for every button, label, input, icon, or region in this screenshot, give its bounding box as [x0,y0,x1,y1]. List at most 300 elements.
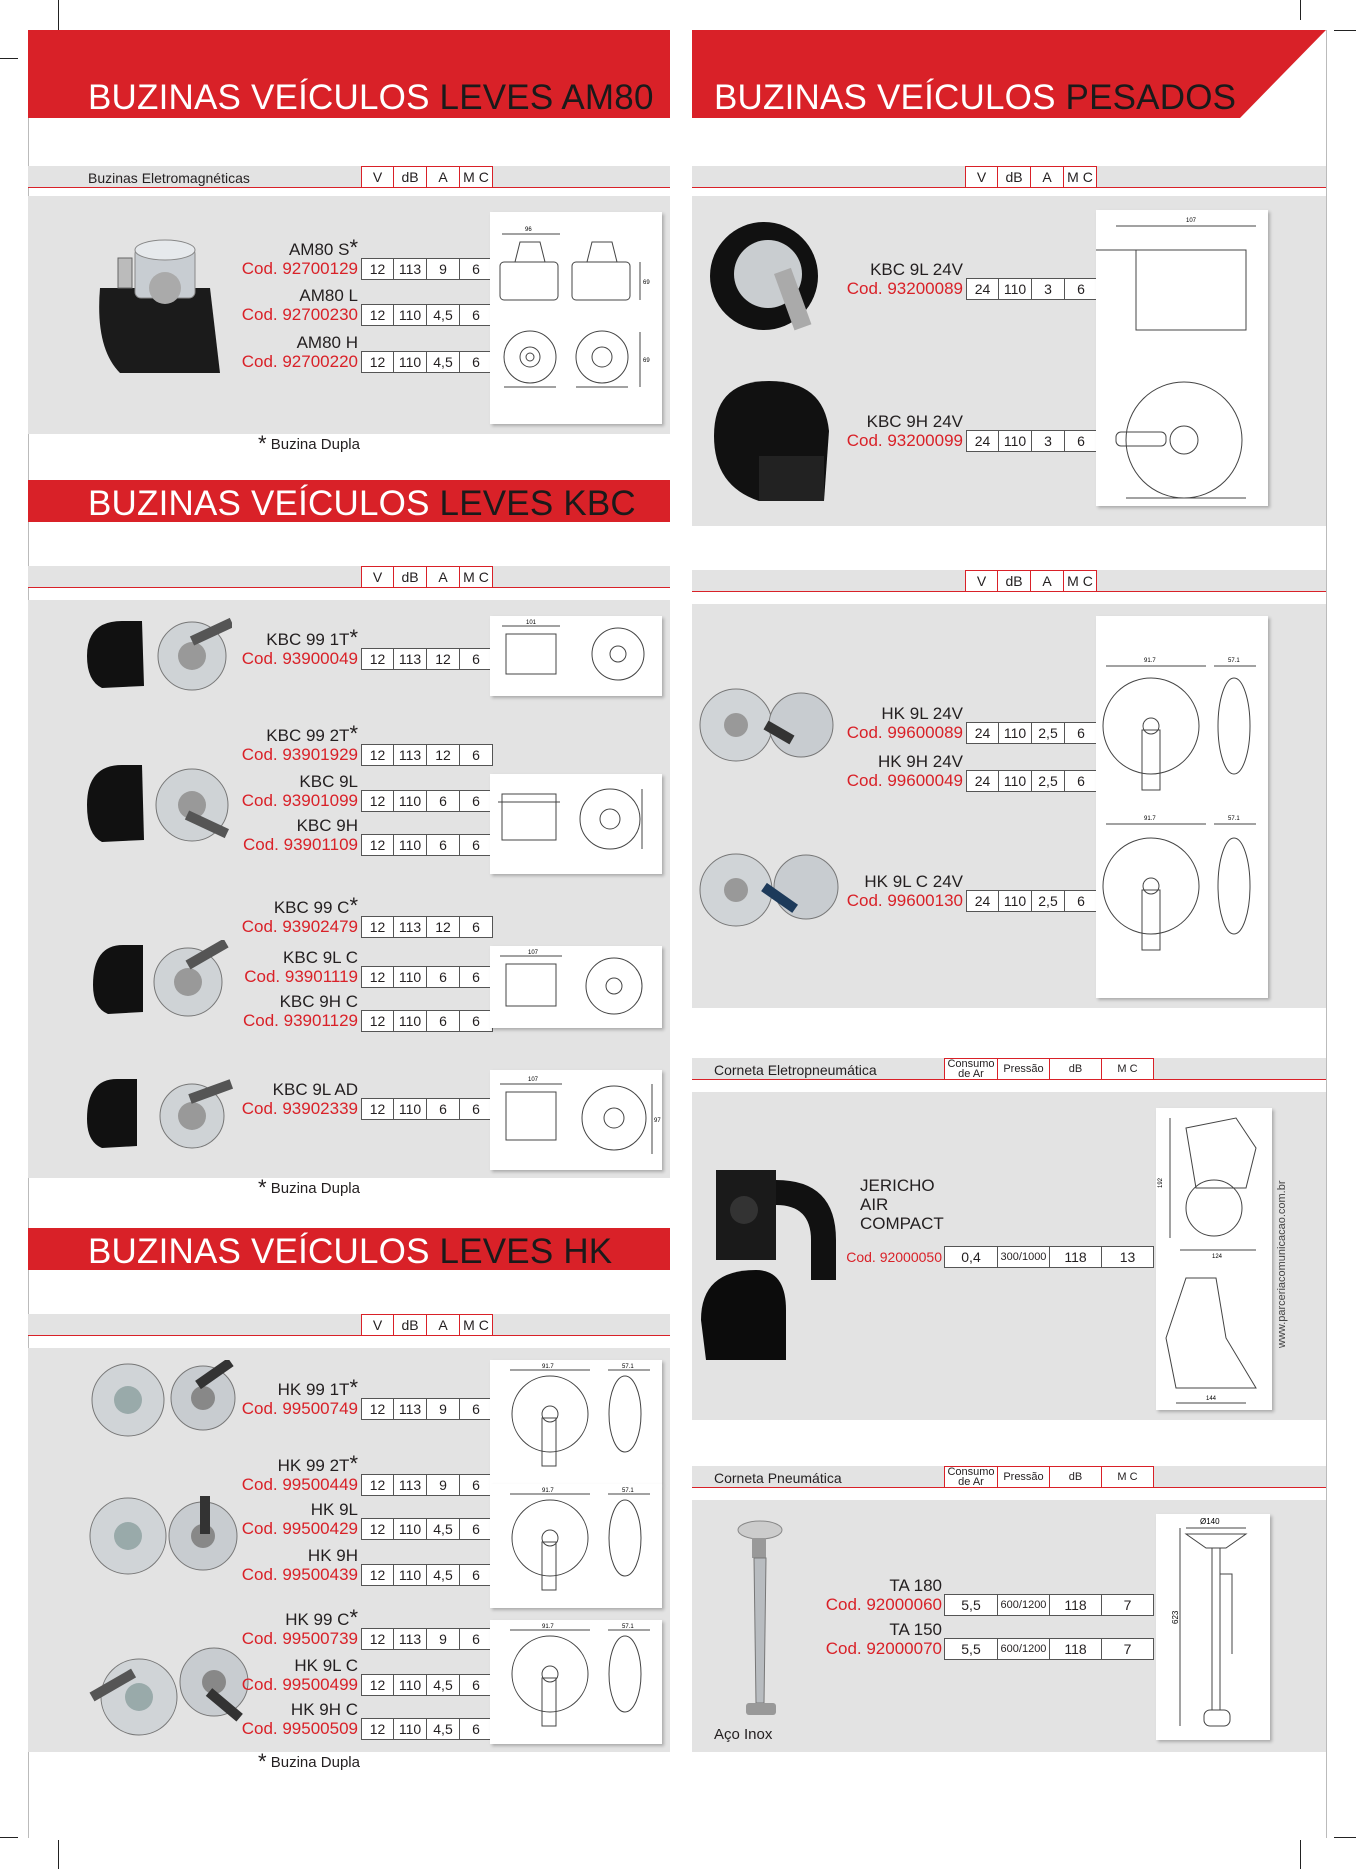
product-name: HK 9H [307,1546,358,1565]
product-name: TA 150 [889,1620,942,1639]
svg-text:57.1: 57.1 [622,1364,634,1370]
spec-v: 12 [361,916,394,938]
product-name: KBC 9H C [279,992,358,1011]
page-border [1326,30,1327,1838]
product-name: HK 9L [310,1500,358,1519]
spec-db: 110 [394,834,427,856]
crop-mark [1300,1840,1301,1869]
product-label [743,412,963,450]
spec-a: 2,5 [1032,722,1065,744]
spec-mc: 7 [1102,1638,1154,1660]
spec-v: 12 [361,1518,394,1540]
spec-a: 4,5 [427,1518,460,1540]
spec-a: 4,5 [427,1674,460,1696]
product-code: Cod. 93200099 [846,431,963,450]
product-code: Cod. 92700230 [241,305,358,324]
buzina-dupla-note: * Buzina Dupla [258,431,360,456]
col-mc: M C [460,166,493,188]
product-name: KBC 9H [296,816,358,835]
product-code: Cod. 93902339 [241,1099,358,1118]
col-db: dB [1050,1058,1102,1080]
spec-consumo: 0,4 [944,1246,998,1268]
spec-db: 118 [1050,1246,1102,1268]
spec-db: 110 [394,1564,427,1586]
col-v: V [965,166,998,188]
spec-mc: 6 [460,966,493,988]
column-header-strip [28,166,670,188]
col-db: dB [998,570,1031,592]
product-code: Cod. 99500499 [241,1675,358,1694]
spec-column-headers [361,1314,493,1336]
product-specs [944,1594,1154,1616]
spec-mc: 6 [460,1474,493,1496]
spec-v: 24 [966,770,999,792]
col-v: V [361,566,394,588]
spec-db: 113 [394,744,427,766]
product-specs [361,1564,493,1586]
spec-mc: 6 [460,648,493,670]
product-label [138,992,358,1030]
product-code: Cod. 93901109 [242,835,358,854]
jericho-code: Cod. 92000050 [846,1249,942,1265]
product-label [138,948,358,986]
product-label [138,772,358,810]
product-specs [361,1674,493,1696]
column-header-strip [692,1466,1326,1488]
spec-db: 110 [999,890,1032,912]
svg-text:91.7: 91.7 [542,1364,554,1370]
spec-db: 110 [394,1098,427,1120]
spec-db: 113 [394,1628,427,1650]
col-v: V [361,1314,394,1336]
buzina-dupla-star: * [349,1375,358,1400]
hk-drawing-b [490,1484,662,1608]
spec-a: 3 [1032,278,1065,300]
col-a: A [1031,570,1064,592]
col-v: V [361,166,394,188]
spec-a: 9 [427,1628,460,1650]
spec-column-headers [361,166,493,188]
product-label [138,1700,358,1738]
spec-db: 110 [394,1518,427,1540]
spec-v: 12 [361,1398,394,1420]
product-name: HK 99 2T* [277,1451,358,1476]
section-title-hk: BUZINAS VEÍCULOS LEVES HK [88,1232,613,1271]
spec-a: 9 [427,258,460,280]
product-specs [361,1098,493,1120]
col-a: A [1031,166,1064,188]
product-code: Cod. 99600089 [846,723,963,742]
spec-db: 113 [394,1474,427,1496]
spec-v: 12 [361,834,394,856]
spec-a: 4,5 [427,1718,460,1740]
product-specs [966,278,1098,300]
product-specs [361,351,493,373]
spec-v: 12 [361,351,394,373]
column-header-strip [692,570,1326,592]
spec-v: 12 [361,1718,394,1740]
product-specs [361,790,493,812]
product-code: Cod. 93901119 [244,967,358,986]
spec-a: 6 [427,790,460,812]
product-specs [966,890,1098,912]
am80-technical-drawing [490,212,662,424]
svg-text:107: 107 [1186,218,1197,224]
spec-a: 12 [427,916,460,938]
kbc-drawing-b [490,774,662,874]
product-name: HK 99 1T* [277,1375,358,1400]
column-header-strip [692,1058,1326,1080]
product-label [743,872,963,910]
spec-column-headers [965,570,1097,592]
buzina-dupla-star: * [349,1605,358,1630]
product-code: Cod. 93900049 [241,649,358,668]
svg-text:91.7: 91.7 [542,1624,554,1630]
category-label: Corneta Eletropneumática [714,1062,877,1078]
spec-mc: 6 [460,1628,493,1650]
spec-db: 118 [1050,1638,1102,1660]
spec-mc: 6 [1065,722,1098,744]
kbc-drawing-c [490,946,662,1028]
spec-a: 6 [427,1098,460,1120]
spec-mc: 6 [460,351,493,373]
jericho-horn-photo [696,1160,846,1360]
spec-mc: 6 [460,1010,493,1032]
product-specs [361,966,493,988]
spec-db: 110 [394,1010,427,1032]
product-label [138,625,358,668]
svg-text:91.7: 91.7 [1144,658,1156,664]
col-mc: M C [460,566,493,588]
svg-text:57.1: 57.1 [622,1624,634,1630]
product-name: HK 9H C [290,1700,358,1719]
spec-mc: 6 [1065,770,1098,792]
spec-db: 110 [394,790,427,812]
hk-24v-technical-drawing [1096,616,1268,998]
buzina-dupla-note: * Buzina Dupla [258,1175,360,1200]
spec-db: 110 [394,304,427,326]
spec-db: 110 [999,770,1032,792]
svg-text:124: 124 [1212,1254,1223,1260]
col-db: dB [394,1314,427,1336]
product-label [138,1500,358,1538]
spec-v: 12 [361,966,394,988]
spec-v: 12 [361,648,394,670]
spec-consumo: 5,5 [944,1594,998,1616]
spec-a: 4,5 [427,1564,460,1586]
spec-db: 113 [394,648,427,670]
svg-text:91.7: 91.7 [542,1488,554,1494]
product-label [138,1375,358,1418]
website-url: www.parceriacomunicacao.com.br [1276,1180,1288,1348]
col-consumo: Consumo de Ar [944,1466,998,1488]
spec-a: 2,5 [1032,890,1065,912]
svg-text:101: 101 [526,620,537,626]
crop-mark [1334,1837,1356,1838]
spec-mc: 6 [460,1564,493,1586]
svg-text:97: 97 [654,1118,661,1124]
spec-mc: 6 [460,304,493,326]
kbc-drawing-ad [490,1070,662,1170]
product-specs [361,916,493,938]
spec-pressao: 600/1200 [998,1594,1050,1616]
product-specs [966,430,1098,452]
spec-v: 24 [966,430,999,452]
spec-db: 110 [999,278,1032,300]
spec-v: 12 [361,790,394,812]
product-specs [361,1718,493,1740]
spec-a: 4,5 [427,304,460,326]
spec-mc: 6 [1065,430,1098,452]
spec-v: 12 [361,1010,394,1032]
section-title-am80: BUZINAS VEÍCULOS LEVES AM80 [88,78,654,117]
svg-text:96: 96 [525,227,532,233]
product-name: KBC 9L [299,772,358,791]
product-code: Cod. 99500749 [241,1399,358,1418]
product-label [138,1546,358,1584]
buzina-dupla-star: * [349,235,358,260]
col-db: dB [1050,1466,1102,1488]
product-name: KBC 9L C [283,948,358,967]
spec-a: 9 [427,1398,460,1420]
spec-db: 110 [999,722,1032,744]
column-header-strip [28,1314,670,1336]
product-label [138,1451,358,1494]
product-name: AM80 H [296,333,358,352]
product-label [138,1656,358,1694]
crop-mark [0,58,18,59]
col-db: dB [394,566,427,588]
product-specs [361,1010,493,1032]
spec-v: 12 [361,1474,394,1496]
category-label: Buzinas Eletromagnéticas [88,170,250,186]
spec-a: 9 [427,1474,460,1496]
product-code: Cod. 92700129 [241,259,358,278]
product-specs [361,744,493,766]
product-label [138,893,358,936]
spec-db: 110 [394,1718,427,1740]
spec-a: 2,5 [1032,770,1065,792]
crop-mark [1334,30,1356,31]
product-name: AM80 L [299,286,358,305]
product-label [743,752,963,790]
spec-mc: 6 [460,1098,493,1120]
spec-db: 110 [394,1674,427,1696]
spec-db: 113 [394,258,427,280]
product-label [743,704,963,742]
spec-column-headers [965,166,1097,188]
product-name: HK 99 C* [285,1605,358,1630]
column-header-strip [692,166,1326,188]
svg-text:107: 107 [528,1077,539,1083]
spec-mc: 6 [460,258,493,280]
spec-mc: 6 [460,1718,493,1740]
product-code: Cod. 93901099 [241,791,358,810]
svg-text:91.7: 91.7 [1144,816,1156,822]
col-a: A [427,566,460,588]
ta-technical-drawing [1156,1514,1270,1740]
spec-consumo: 5,5 [944,1638,998,1660]
spec-v: 12 [361,1564,394,1586]
product-name: HK 9L 24V [881,704,963,723]
product-code: Cod. 93901929 [241,745,358,764]
spec-mc: 6 [1065,890,1098,912]
product-specs [361,1518,493,1540]
product-label [138,816,358,854]
spec-mc: 6 [460,1674,493,1696]
spec-v: 12 [361,1098,394,1120]
spec-column-headers [361,566,493,588]
svg-text:192: 192 [1158,1177,1164,1188]
spec-mc: 6 [460,744,493,766]
product-name: KBC 99 C* [273,893,358,918]
spec-db: 110 [999,430,1032,452]
spec-db: 118 [1050,1594,1102,1616]
product-code: Cod. 99500509 [241,1719,358,1738]
spec-a: 6 [427,966,460,988]
buzina-dupla-star: * [349,1451,358,1476]
svg-text:107: 107 [528,950,539,956]
col-v: V [965,570,998,592]
svg-text:69: 69 [643,280,650,286]
product-name: AM80 S* [288,235,358,260]
spec-v: 24 [966,890,999,912]
col-a: A [427,1314,460,1336]
svg-text:Ø140: Ø140 [1200,1517,1220,1526]
product-name: KBC 9H 24V [866,412,963,431]
spec-mc: 6 [460,790,493,812]
product-name: HK 9L C [294,1656,358,1675]
spec-mc: 6 [1065,278,1098,300]
col-mc: M C [1102,1058,1154,1080]
spec-v: 12 [361,744,394,766]
spec-mc: 6 [460,916,493,938]
product-specs [361,1474,493,1496]
col-db: dB [998,166,1031,188]
pneumatic-column-headers [944,1058,1154,1080]
product-name: HK 9L C 24V [864,872,963,891]
spec-a: 12 [427,744,460,766]
buzina-dupla-star: * [349,893,358,918]
spec-v: 12 [361,1674,394,1696]
spec-a: 6 [427,1010,460,1032]
product-name: HK 9H 24V [877,752,963,771]
col-pressao: Pressão [998,1466,1050,1488]
buzina-dupla-star: * [349,721,358,746]
hk-drawing-a [490,1360,662,1484]
product-label [722,1620,942,1658]
product-label [743,260,963,298]
crop-mark [58,1840,59,1869]
product-label [138,333,358,371]
product-code: Cod. 99500739 [241,1629,358,1648]
aco-inox-label: Aço Inox [714,1726,773,1743]
jericho-name: JERICHO AIR COMPACT [860,1176,944,1233]
spec-mc: 7 [1102,1594,1154,1616]
product-specs [361,648,493,670]
spec-v: 24 [966,278,999,300]
product-specs [966,722,1098,744]
spec-db: 110 [394,351,427,373]
kbc-drawing-a [490,616,662,696]
section-title-kbc: BUZINAS VEÍCULOS LEVES KBC [88,484,636,523]
svg-text:57.1: 57.1 [1228,816,1240,822]
col-mc: M C [1064,166,1097,188]
svg-text:57.1: 57.1 [622,1488,634,1494]
jericho-technical-drawing [1156,1108,1272,1410]
buzina-dupla-star: * [349,625,358,650]
spec-mc: 6 [460,1398,493,1420]
spec-mc: 6 [460,834,493,856]
spec-db: 110 [394,966,427,988]
col-mc: M C [1064,570,1097,592]
product-specs [361,834,493,856]
spec-mc: 6 [460,1518,493,1540]
product-code: Cod. 99600130 [846,891,963,910]
product-code: Cod. 99500429 [241,1519,358,1538]
product-label [138,1080,358,1118]
product-code: Cod. 99500439 [241,1565,358,1584]
spec-v: 12 [361,258,394,280]
product-code: Cod. 92000060 [825,1595,942,1614]
col-pressao: Pressão [998,1058,1050,1080]
spec-v: 12 [361,304,394,326]
jericho-specs [944,1246,1154,1268]
spec-db: 113 [394,916,427,938]
spec-db: 113 [394,1398,427,1420]
pneumatic-column-headers [944,1466,1154,1488]
svg-text:144: 144 [1206,1396,1217,1402]
col-mc: M C [1102,1466,1154,1488]
spec-mc: 13 [1102,1246,1154,1268]
buzina-dupla-note: * Buzina Dupla [258,1749,360,1774]
product-label [138,235,358,278]
spec-pressao: 600/1200 [998,1638,1050,1660]
section-title-pesados: BUZINAS VEÍCULOS PESADOS [714,78,1237,117]
spec-pressao: 300/1000 [998,1246,1050,1268]
product-code: Cod. 99600049 [846,771,963,790]
product-code: Cod. 93902479 [241,917,358,936]
col-db: dB [394,166,427,188]
product-name: KBC 99 1T* [266,625,358,650]
product-label [722,1576,942,1614]
spec-a: 3 [1032,430,1065,452]
product-code: Cod. 92700220 [241,352,358,371]
product-name: KBC 9L 24V [870,260,963,279]
product-code: Cod. 93901129 [242,1011,358,1030]
product-specs [361,304,493,326]
col-a: A [427,166,460,188]
svg-text:69: 69 [643,358,650,364]
spec-a: 6 [427,834,460,856]
crop-mark [0,1837,18,1838]
product-code: Cod. 93200089 [846,279,963,298]
product-name: TA 180 [889,1576,942,1595]
spec-a: 12 [427,648,460,670]
product-specs [944,1638,1154,1660]
spec-v: 24 [966,722,999,744]
crop-mark [1300,0,1301,20]
spec-v: 12 [361,1628,394,1650]
spec-a: 4,5 [427,351,460,373]
svg-text:623: 623 [1171,1610,1180,1624]
product-specs [966,770,1098,792]
product-code: Cod. 92000070 [825,1639,942,1658]
hk-drawing-c [490,1620,662,1744]
svg-text:57.1: 57.1 [1228,658,1240,664]
product-specs [361,1398,493,1420]
kbc-24v-technical-drawing [1096,210,1268,506]
